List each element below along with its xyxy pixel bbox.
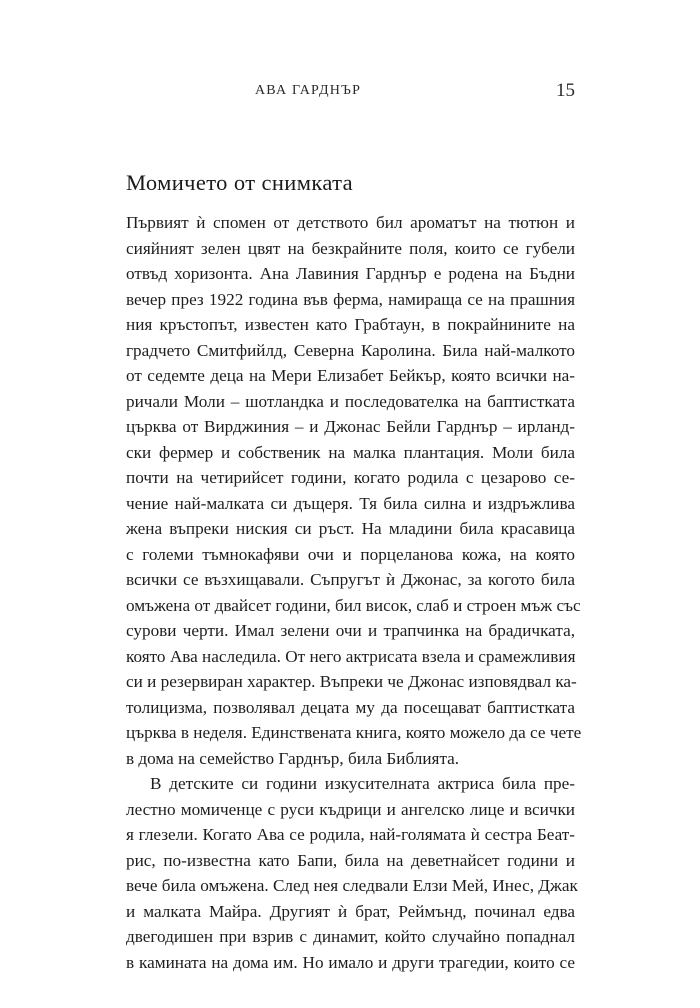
text-line: я глезели. Когато Ава се родила, най-голямата ѝ сестра Беат- bbox=[126, 825, 575, 844]
text-line: и малката Майра. Другият ѝ брат, Реймънд, починал едва bbox=[126, 901, 575, 921]
text-line: в дома на семейство Гарднър, била Библията. bbox=[126, 748, 460, 768]
text-line: толицизма, позволявал децата му да посещават баптистката bbox=[126, 697, 575, 717]
running-header bbox=[0, 80, 700, 104]
text-line: ричали Моли – шотландка и последователка на баптистката bbox=[126, 391, 575, 411]
text-line: В детските си години изкусителната актриса била пре- bbox=[150, 774, 575, 793]
text-line: църква от Вирджиния – и Джонас Бейли Гарднър – ирланд- bbox=[126, 417, 575, 436]
text-line: вечер през 1922 година във ферма, намираща се на прашния bbox=[126, 289, 575, 309]
text-line: църква в неделя. Единствената книга, която можело да се чете bbox=[126, 723, 582, 742]
text-line: почти на четирийсет години, когато родила с цезарово се- bbox=[126, 468, 575, 487]
text-line: омъжена от двайсет години, бил висок, слаб и строен мъж със bbox=[126, 595, 581, 615]
running-title: АВА ГАРДНЪР bbox=[255, 83, 362, 98]
page-number: 15 bbox=[556, 80, 575, 101]
chapter-title: Момичето от снимката bbox=[126, 170, 354, 195]
text-line: всички се възхищавали. Съпругът ѝ Джонас, за когото била bbox=[126, 570, 575, 589]
body-text bbox=[126, 210, 582, 975]
text-line: рис, по-известна като Бапи, била на деветнайсет години и bbox=[126, 850, 575, 870]
text-line: лестно момиченце с руси къдрици и ангелско лице и всички bbox=[126, 799, 575, 819]
text-line: градчето Смитфийлд, Северна Каролина. Била най-малкото bbox=[126, 340, 575, 360]
text-line: си и резервиран характер. Въпреки че Джонас изповядвал ка- bbox=[126, 672, 577, 691]
text-line: от седемте деца на Мери Елизабет Бейкър, която всички на- bbox=[126, 366, 575, 385]
text-line: ски фермер и собственик на малка плантация. Моли била bbox=[126, 442, 575, 462]
text-line: отвъд хоризонта. Ана Лавиния Гарднър е родена на Бъдни bbox=[126, 264, 575, 283]
text-line: сияйният зелен цвят на безкрайните поля, които се губели bbox=[126, 238, 575, 258]
text-line: чение най-малката си дъщеря. Тя била силна и издръжлива bbox=[126, 493, 575, 513]
text-line: двегодишен при взрив с динамит, който случайно попаднал bbox=[126, 927, 575, 946]
text-line: ния кръстопът, известен като Грабтаун, в покрайнините на bbox=[126, 315, 575, 334]
text-line: в камината на дома им. Но имало и други трагедии, които се bbox=[126, 952, 575, 972]
text-line: с големи тъмнокафяви очи и порцеланова кожа, на която bbox=[126, 544, 575, 564]
text-line: жена въпреки ниския си ръст. На младини била красавица bbox=[126, 519, 575, 538]
text-line: сурови черти. Имал зелени очи и трапчинка на брадичката, bbox=[126, 621, 575, 640]
text-line: Първият ѝ спомен от детството бил ароматът на тютюн и bbox=[126, 213, 575, 232]
text-line: вече била омъжена. След нея следвали Елзи Мей, Инес, Джак bbox=[126, 876, 578, 895]
text-line: която Ава наследила. От него актрисата взела и срамежливия bbox=[126, 646, 576, 666]
